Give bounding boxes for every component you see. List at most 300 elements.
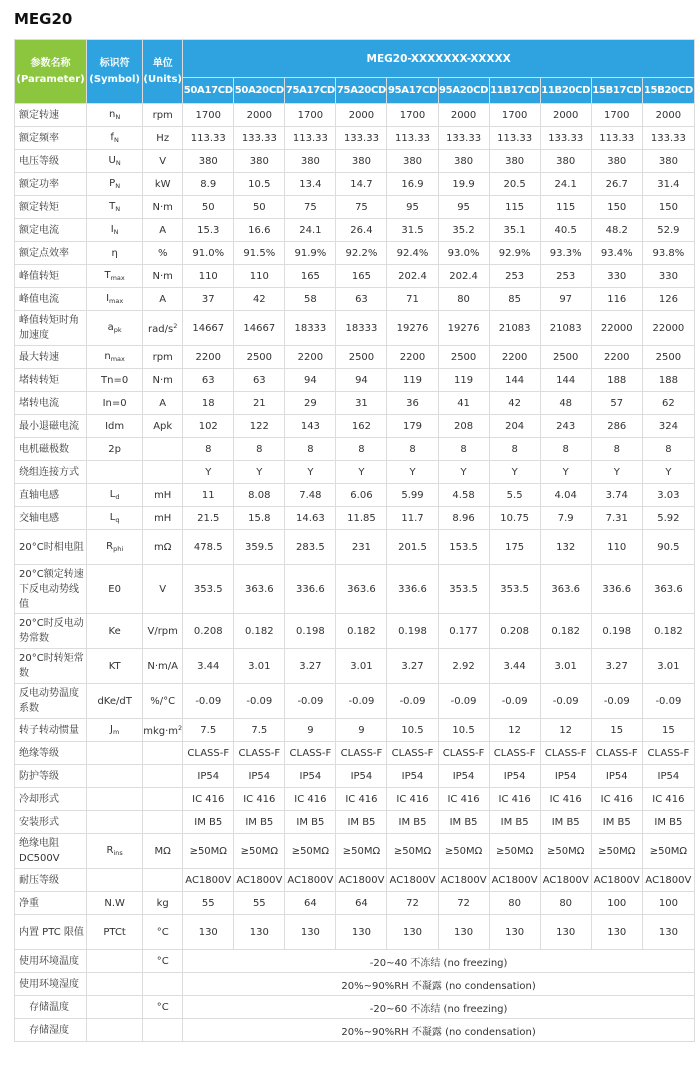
value-cell: 363.6 [234,565,285,614]
param-name: 额定转速 [15,104,87,127]
value-cell: CLASS-F [183,742,234,765]
value-cell: 122 [234,415,285,438]
value-cell: 22000 [642,311,694,346]
symbol-subscript: max [110,355,125,363]
unit-base: mkg·m [143,725,179,737]
value-cell: 48 [540,392,591,415]
value-cell: 15 [591,719,642,742]
value-cell: 31.5 [387,219,438,242]
value-cell: 380 [642,150,694,173]
value-cell: 63 [234,369,285,392]
table-row [15,892,695,915]
value-cell: 0.208 [183,614,234,649]
param-unit: °C [143,915,183,950]
value-cell: 19276 [438,311,489,346]
table-row [15,834,695,869]
value-cell: 243 [540,415,591,438]
value-cell: 130 [642,915,694,950]
param-symbol [87,104,143,127]
param-unit [143,311,183,346]
value-cell: IM B5 [489,811,540,834]
value-cell: 36 [387,392,438,415]
param-name: 内置 PTC 限值 [15,915,87,950]
value-cell: 29 [285,392,336,415]
param-name: 最大转速 [15,346,87,369]
value-cell: 2200 [183,346,234,369]
value-cell: 113.33 [285,127,336,150]
param-symbol [87,565,143,614]
symbol-base: E0 [108,583,121,595]
value-cell: 2200 [285,346,336,369]
param-symbol [87,892,143,915]
value-cell: Y [336,461,387,484]
value-cell: 130 [489,915,540,950]
value-cell: 55 [234,892,285,915]
param-unit: kW [143,173,183,196]
value-cell: -0.09 [183,684,234,719]
value-cell: 50 [183,196,234,219]
param-unit [143,1019,183,1042]
value-cell: 48.2 [591,219,642,242]
symbol-subscript: N [115,182,121,190]
param-unit [143,438,183,461]
table-row [15,173,695,196]
symbol-base: KT [108,660,121,672]
param-name: 20°C时反电动势常数 [15,614,87,649]
value-cell: 5.99 [387,484,438,507]
value-cell: 3.27 [285,649,336,684]
symbol-subscript: m [112,728,120,736]
param-unit: Hz [143,127,183,150]
value-cell: 0.198 [387,614,438,649]
value-cell: -0.09 [438,684,489,719]
param-symbol [87,869,143,892]
value-cell: 16.9 [387,173,438,196]
value-cell: 231 [336,530,387,565]
value-cell: AC1800V [234,869,285,892]
value-cell: IP54 [642,765,694,788]
value-cell: 115 [540,196,591,219]
value-cell: IM B5 [591,811,642,834]
value-cell: 42 [489,392,540,415]
value-cell: CLASS-F [642,742,694,765]
env-value: -20~60 不冻结 (no freezing) [183,996,695,1019]
symbol-base: L [109,489,116,500]
value-cell: IC 416 [438,788,489,811]
param-name: 电机磁极数 [15,438,87,461]
param-unit: kg [143,892,183,915]
value-cell: 330 [642,265,694,288]
value-cell: 14667 [183,311,234,346]
value-cell: Y [285,461,336,484]
value-cell: 31.4 [642,173,694,196]
value-cell: 188 [591,369,642,392]
value-cell: 202.4 [387,265,438,288]
value-cell: 10.5 [438,719,489,742]
param-symbol [87,530,143,565]
param-name: 堵转电流 [15,392,87,415]
value-cell: 380 [234,150,285,173]
param-unit: MΩ [143,834,183,869]
value-cell: 42 [234,288,285,311]
value-cell: IC 416 [540,788,591,811]
param-unit [143,788,183,811]
value-cell: IP54 [285,765,336,788]
value-cell: IC 416 [489,788,540,811]
value-cell: 165 [285,265,336,288]
page-title: MEG20 [14,10,73,28]
symbol-subscript: pk [113,326,122,334]
value-cell: 2200 [489,346,540,369]
value-cell: 2000 [540,104,591,127]
value-cell: 353.5 [438,565,489,614]
value-cell: AC1800V [438,869,489,892]
value-cell: 22000 [591,311,642,346]
table-row [15,507,695,530]
symbol-base: n [104,351,111,362]
symbol-base: 2p [108,443,121,455]
table-row [15,484,695,507]
param-unit: V [143,150,183,173]
table-row [15,565,695,614]
value-cell: 478.5 [183,530,234,565]
table-row [15,915,695,950]
value-cell: 113.33 [489,127,540,150]
param-symbol [87,150,143,173]
value-cell: 8.08 [234,484,285,507]
header-model: 15B20CD [642,78,694,104]
param-unit: N·m [143,196,183,219]
value-cell: 143 [285,415,336,438]
value-cell: 3.01 [642,649,694,684]
value-cell: 14667 [234,311,285,346]
value-cell: 92.2% [336,242,387,265]
param-symbol [87,915,143,950]
value-cell: 20.5 [489,173,540,196]
value-cell: 8 [183,438,234,461]
table-row [15,788,695,811]
param-name: 转子转动惯量 [15,719,87,742]
value-cell: 15.3 [183,219,234,242]
value-cell: -0.09 [489,684,540,719]
header-symbol: 标识符 (Symbol) [87,40,143,104]
value-cell: 63 [183,369,234,392]
param-symbol [87,438,143,461]
param-symbol [87,484,143,507]
value-cell: 0.177 [438,614,489,649]
value-cell: 21083 [489,311,540,346]
value-cell: 18333 [285,311,336,346]
env-value: 20%~90%RH 不凝露 (no condensation) [183,1019,695,1042]
param-name: 峰值电流 [15,288,87,311]
value-cell: AC1800V [642,869,694,892]
env-row [15,950,695,973]
value-cell: 283.5 [285,530,336,565]
value-cell: 94 [336,369,387,392]
symbol-base: R [106,541,114,552]
value-cell: ≥50MΩ [591,834,642,869]
param-name: 反电动势温度系数 [15,684,87,719]
value-cell: Y [591,461,642,484]
value-cell: 130 [540,915,591,950]
value-cell: 380 [387,150,438,173]
symbol-base: I [106,293,110,304]
value-cell: 80 [489,892,540,915]
value-cell: 208 [438,415,489,438]
value-cell: 0.182 [336,614,387,649]
value-cell: 2000 [438,104,489,127]
symbol-base: J [109,724,113,735]
value-cell: IM B5 [642,811,694,834]
value-cell: 24.1 [285,219,336,242]
header-series: MEG20-XXXXXXX-XXXXX [183,40,695,78]
value-cell: 201.5 [387,530,438,565]
header-model: 95A17CD [387,78,438,104]
value-cell: 130 [336,915,387,950]
value-cell: AC1800V [183,869,234,892]
header-model: 75A20CD [336,78,387,104]
value-cell: 72 [387,892,438,915]
symbol-subscript: phi [113,545,124,553]
value-cell: 133.33 [438,127,489,150]
table-row [15,150,695,173]
value-cell: 3.27 [387,649,438,684]
symbol-base: I [110,224,114,235]
value-cell: 130 [387,915,438,950]
value-cell: CLASS-F [540,742,591,765]
value-cell: 21.5 [183,507,234,530]
value-cell: 144 [489,369,540,392]
symbol-subscript: max [109,297,124,305]
value-cell: Y [183,461,234,484]
value-cell: 3.03 [642,484,694,507]
symbol-base: T [109,201,116,212]
table-row [15,765,695,788]
symbol-subscript: ins [113,849,123,857]
value-cell: 380 [285,150,336,173]
value-cell: 21083 [540,311,591,346]
symbol-subscript: N [115,159,121,167]
param-name: 额定功率 [15,173,87,196]
value-cell: 8 [336,438,387,461]
value-cell: 50 [234,196,285,219]
table-row [15,392,695,415]
param-name: 绝缘等级 [15,742,87,765]
value-cell: IM B5 [336,811,387,834]
param-unit: mH [143,507,183,530]
header-model: 11B20CD [540,78,591,104]
param-unit: V/rpm [143,614,183,649]
value-cell: 113.33 [183,127,234,150]
value-cell: 85 [489,288,540,311]
value-cell: AC1800V [387,869,438,892]
value-cell: ≥50MΩ [489,834,540,869]
value-cell: 113.33 [591,127,642,150]
param-unit [143,461,183,484]
param-name: 冷却形式 [15,788,87,811]
value-cell: 113.33 [387,127,438,150]
value-cell: 5.5 [489,484,540,507]
value-cell: 4.04 [540,484,591,507]
env-value: -20~40 不冻结 (no freezing) [183,950,695,973]
value-cell: IC 416 [591,788,642,811]
value-cell: IM B5 [540,811,591,834]
value-cell: 363.6 [642,565,694,614]
value-cell: 380 [591,150,642,173]
param-name: 电压等级 [15,150,87,173]
value-cell: IM B5 [183,811,234,834]
value-cell: IP54 [387,765,438,788]
value-cell: 363.6 [336,565,387,614]
value-cell: 3.44 [489,649,540,684]
value-cell: 26.7 [591,173,642,196]
value-cell: 150 [591,196,642,219]
value-cell: AC1800V [489,869,540,892]
param-unit [143,765,183,788]
value-cell: 2500 [540,346,591,369]
value-cell: 3.01 [234,649,285,684]
param-name: 安装形式 [15,811,87,834]
value-cell: 71 [387,288,438,311]
value-cell: 8 [438,438,489,461]
value-cell: 11 [183,484,234,507]
env-row [15,1019,695,1042]
value-cell: 119 [387,369,438,392]
value-cell: 92.9% [489,242,540,265]
value-cell: 130 [285,915,336,950]
value-cell: 1700 [591,104,642,127]
value-cell: IC 416 [336,788,387,811]
table-row [15,346,695,369]
value-cell: IM B5 [387,811,438,834]
value-cell: 2500 [336,346,387,369]
header-units: 单位 (Units) [143,40,183,104]
param-symbol [87,649,143,684]
param-symbol [87,684,143,719]
param-name: 堵转转矩 [15,369,87,392]
value-cell: 2200 [591,346,642,369]
symbol-subscript: N [113,136,119,144]
symbol-base: L [109,512,116,523]
value-cell: IP54 [438,765,489,788]
table-row [15,369,695,392]
value-cell: 130 [183,915,234,950]
value-cell: 188 [642,369,694,392]
value-cell: 2000 [642,104,694,127]
value-cell: 2.92 [438,649,489,684]
param-name: 额定点效率 [15,242,87,265]
param-symbol [87,614,143,649]
value-cell: 144 [540,369,591,392]
value-cell: 336.6 [285,565,336,614]
symbol-subscript: max [110,274,125,282]
value-cell: 359.5 [234,530,285,565]
value-cell: 90.5 [642,530,694,565]
value-cell: 64 [285,892,336,915]
param-unit [143,869,183,892]
value-cell: 14.7 [336,173,387,196]
param-name: 防护等级 [15,765,87,788]
value-cell: 6.06 [336,484,387,507]
value-cell: 102 [183,415,234,438]
value-cell: 7.9 [540,507,591,530]
value-cell: AC1800V [285,869,336,892]
value-cell: 253 [540,265,591,288]
symbol-base: η [111,247,118,259]
table-row [15,242,695,265]
value-cell: ≥50MΩ [183,834,234,869]
value-cell: 58 [285,288,336,311]
header-model: 75A17CD [285,78,336,104]
value-cell: 2000 [234,104,285,127]
value-cell: 0.198 [591,614,642,649]
value-cell: 91.5% [234,242,285,265]
value-cell: 93.8% [642,242,694,265]
symbol-subscript: N [115,205,121,213]
value-cell: 3.74 [591,484,642,507]
value-cell: 8 [387,438,438,461]
value-cell: 100 [591,892,642,915]
param-symbol [87,765,143,788]
value-cell: Y [540,461,591,484]
value-cell: 179 [387,415,438,438]
value-cell: 204 [489,415,540,438]
value-cell: 380 [336,150,387,173]
value-cell: IP54 [336,765,387,788]
value-cell: 3.44 [183,649,234,684]
value-cell: 353.5 [183,565,234,614]
param-symbol [87,311,143,346]
param-name: 绕组连接方式 [15,461,87,484]
value-cell: 253 [489,265,540,288]
value-cell: 115 [489,196,540,219]
table-row [15,265,695,288]
value-cell: Y [489,461,540,484]
param-unit: rpm [143,104,183,127]
value-cell: 132 [540,530,591,565]
value-cell: 3.01 [540,649,591,684]
value-cell: IC 416 [387,788,438,811]
value-cell: 2000 [336,104,387,127]
value-cell: 11.85 [336,507,387,530]
value-cell: IP54 [183,765,234,788]
param-name: 存储湿度 [15,1019,87,1042]
symbol-base: Idm [105,420,125,432]
value-cell: 2500 [642,346,694,369]
value-cell: 37 [183,288,234,311]
value-cell: 162 [336,415,387,438]
value-cell: IC 416 [642,788,694,811]
param-symbol [87,719,143,742]
value-cell: 1700 [489,104,540,127]
param-name: 净重 [15,892,87,915]
value-cell: AC1800V [591,869,642,892]
value-cell: 13.4 [285,173,336,196]
value-cell: 15 [642,719,694,742]
table-row [15,811,695,834]
value-cell: 0.182 [234,614,285,649]
param-unit: N·m [143,369,183,392]
table-row [15,288,695,311]
value-cell: 55 [183,892,234,915]
value-cell: 7.5 [234,719,285,742]
value-cell: IP54 [489,765,540,788]
value-cell: 95 [438,196,489,219]
value-cell: -0.09 [591,684,642,719]
param-symbol [87,996,143,1019]
param-name: 绝缘电阻DC500V [15,834,87,869]
value-cell: 80 [438,288,489,311]
